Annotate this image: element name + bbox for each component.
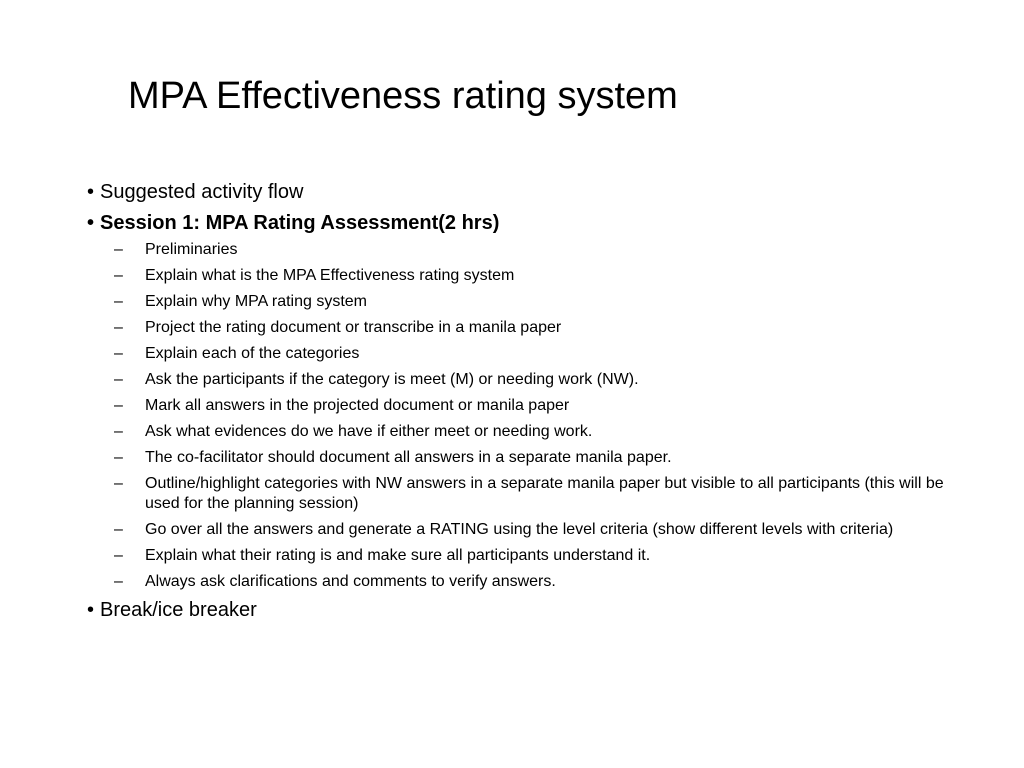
bullet-dot-icon: •	[87, 599, 95, 621]
dash-icon: –	[114, 345, 123, 362]
sub-bullet-item	[0, 520, 1024, 540]
sub-bullet-text: Preliminaries	[145, 241, 238, 258]
sub-bullet-text: Ask what evidences do we have if either meet or needing work.	[145, 423, 593, 440]
dash-icon: –	[114, 423, 123, 440]
slide-title: MPA Effectiveness rating system	[128, 75, 678, 117]
sub-bullet-text: Explain what is the MPA Effectiveness rating system	[145, 267, 515, 284]
sub-bullet-item	[0, 240, 1024, 260]
bullet-item	[0, 211, 1024, 235]
sub-bullet-item	[0, 448, 1024, 468]
sub-bullet-text: Go over all the answers and generate a RATING using the level criteria (show different levels with criteria)	[145, 521, 894, 538]
dash-icon: –	[114, 449, 123, 466]
sub-bullet-item	[0, 292, 1024, 312]
sub-bullet-text: The co-facilitator should document all answers in a separate manila paper.	[145, 449, 672, 466]
sub-bullet-item	[0, 396, 1024, 416]
sub-bullet-item	[0, 344, 1024, 364]
dash-icon: –	[114, 267, 123, 284]
sub-bullet-text: Ask the participants if the category is meet (M) or needing work (NW).	[145, 371, 639, 388]
bullet-item	[0, 180, 1024, 204]
sub-bullet-item	[0, 370, 1024, 390]
bullet-item	[0, 598, 1024, 622]
sub-bullet-text: Outline/highlight categories with NW answers in a separate manila paper but visible to all participants (this will be used for the planning session)	[145, 475, 944, 512]
sub-bullet-item	[0, 572, 1024, 592]
sub-bullet-list	[0, 240, 1024, 592]
dash-icon: –	[114, 521, 123, 538]
slide-content	[0, 180, 1024, 629]
dash-icon: –	[114, 547, 123, 564]
dash-icon: –	[114, 371, 123, 388]
bullet-text: Suggested activity flow	[100, 181, 304, 203]
dash-icon: –	[114, 397, 123, 414]
dash-icon: –	[114, 573, 123, 590]
dash-icon: –	[114, 241, 123, 258]
bullet-dot-icon: •	[87, 212, 95, 234]
sub-bullet-item	[0, 546, 1024, 566]
sub-bullet-item	[0, 318, 1024, 338]
sub-bullet-text: Explain what their rating is and make sure all participants understand it.	[145, 547, 651, 564]
bullet-text: Session 1: MPA Rating Assessment(2 hrs)	[100, 212, 500, 234]
dash-icon: –	[114, 319, 123, 336]
bullet-text: Break/ice breaker	[100, 599, 257, 621]
sub-bullet-item	[0, 422, 1024, 442]
sub-bullet-text: Project the rating document or transcribe in a manila paper	[145, 319, 562, 336]
sub-bullet-text: Explain why MPA rating system	[145, 293, 368, 310]
dash-icon: –	[114, 475, 123, 492]
sub-bullet-item	[0, 266, 1024, 286]
sub-bullet-item	[0, 474, 1024, 514]
dash-icon: –	[114, 293, 123, 310]
sub-bullet-text: Always ask clarifications and comments to verify answers.	[145, 573, 556, 590]
sub-bullet-text: Explain each of the categories	[145, 345, 360, 362]
sub-bullet-text: Mark all answers in the projected document or manila paper	[145, 397, 570, 414]
bullet-dot-icon: •	[87, 181, 95, 203]
